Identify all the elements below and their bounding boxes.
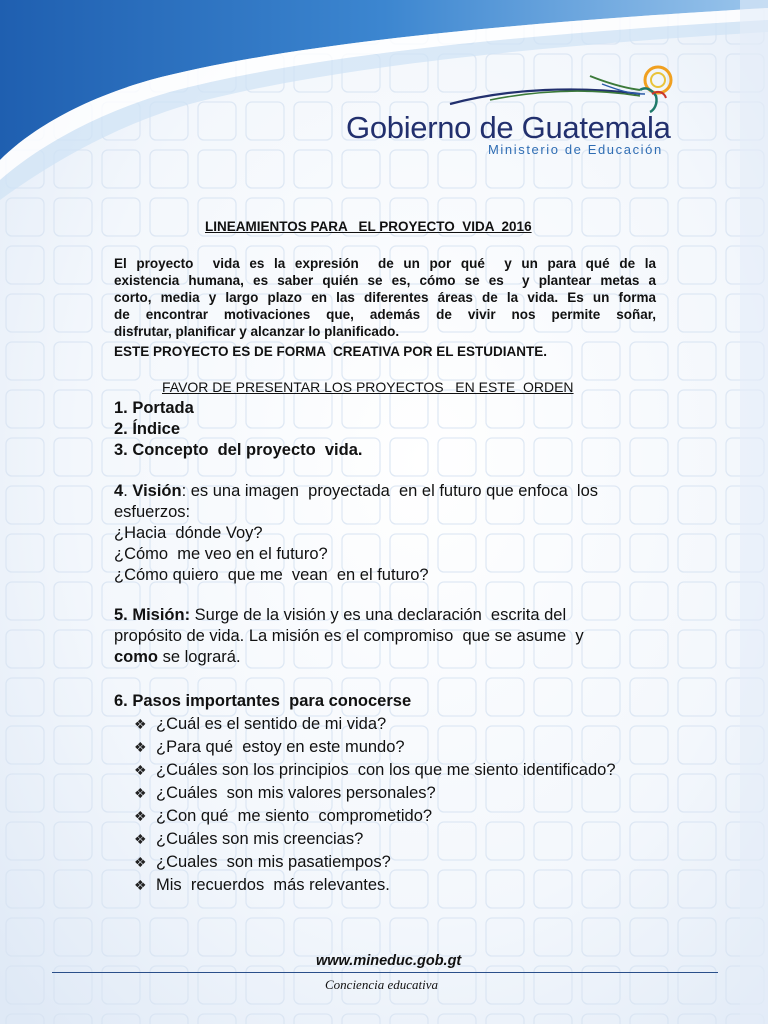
list-item: [134, 713, 616, 736]
list-item: [134, 782, 616, 805]
pasos-list: [114, 713, 616, 897]
intro-line: de encontrar motivaciones que, además de vivir nos permite soñar,: [114, 307, 656, 322]
diamond-bullet-icon: ❖: [134, 808, 147, 824]
gobierno-guatemala-logo: [340, 60, 700, 160]
list-item: [134, 851, 616, 874]
mision-line-3: [114, 647, 584, 668]
mision-text: Surge de la visión y es una declaración escrita del: [190, 606, 567, 624]
list-item-text: ¿Cuáles son los principios con los que me siento identificado?: [156, 761, 616, 779]
list-item-text: ¿Cuáles son mis creencias?: [156, 830, 364, 848]
pasos-section: [114, 690, 616, 897]
diamond-bullet-icon: ❖: [134, 785, 147, 801]
logo-subtitle: Ministerio de Educación: [488, 142, 663, 157]
vision-question: ¿Hacia dónde Voy?: [114, 524, 263, 542]
list-item-text: ¿Cuales son mis pasatiempos?: [156, 853, 391, 871]
mision-label: 5. Misión:: [114, 606, 191, 624]
footer-url-link[interactable]: www.mineduc.gob.gt: [316, 953, 462, 969]
list-item: [134, 736, 616, 759]
intro-paragraph: [114, 255, 656, 340]
vision-line-2: esfuerzos:: [114, 503, 191, 521]
intro-line: corto, media y largo plazo en las diferentes áreas de la vida. Es un forma: [114, 290, 656, 305]
diamond-bullet-icon: ❖: [134, 877, 147, 893]
mision-line-2: propósito de vida. La misión es el compromiso que se asume y: [114, 627, 584, 645]
list-item-text: Mis recuerdos más relevantes.: [156, 876, 390, 894]
diamond-bullet-icon: ❖: [134, 716, 147, 732]
logo-title: Gobierno de Guatemala: [346, 110, 671, 145]
vision-question: ¿Cómo me veo en el futuro?: [114, 545, 328, 563]
vision-section: [114, 481, 598, 586]
vision-number: 4: [114, 482, 124, 500]
list-item-text: ¿Cuál es el sentido de mi vida?: [156, 715, 387, 733]
footer-divider: [52, 972, 718, 973]
intro-caps-note: ESTE PROYECTO ES DE FORMA CREATIVA POR EL ESTUDIANTE.: [114, 344, 548, 359]
item-concepto: 3. Concepto del proyecto vida.: [114, 441, 363, 459]
intro-line: existencia humana, es saber quién se es, cómo se es y plantear metas a: [114, 273, 656, 288]
mision-section: [114, 605, 584, 668]
list-item-text: ¿Con qué me siento comprometido?: [156, 807, 433, 825]
order-heading: FAVOR DE PRESENTAR LOS PROYECTOS EN ESTE ORDEN: [162, 379, 574, 395]
intro-line: El proyecto vida es la expresión de un por qué y un para qué de la: [114, 256, 656, 271]
intro-line: disfrutar, planificar y alcanzar lo planificado.: [114, 324, 400, 339]
mision-como: como: [114, 648, 159, 666]
footer-motto: Conciencia educativa: [325, 977, 438, 992]
items-list-1-3: [114, 398, 362, 461]
diamond-bullet-icon: ❖: [134, 762, 147, 778]
item-indice: 2. Índice: [114, 420, 181, 438]
diamond-bullet-icon: ❖: [134, 854, 147, 870]
vision-line: 4. Visión: es una imagen proyectada en el futuro que enfoca los: [114, 482, 599, 500]
list-item-text: ¿Cuáles son mis valores personales?: [156, 784, 436, 802]
list-item: [134, 805, 616, 828]
pasos-heading: 6. Pasos importantes para conocerse: [114, 692, 412, 710]
list-item: [134, 759, 616, 782]
diamond-bullet-icon: ❖: [134, 831, 147, 847]
list-item-text: ¿Para qué estoy en este mundo?: [156, 738, 405, 756]
mision-rest: se logrará.: [158, 648, 241, 666]
item-portada: 1. Portada: [114, 399, 194, 417]
list-item: [134, 874, 616, 897]
mision-line: [114, 605, 584, 626]
list-item: [134, 828, 616, 851]
diamond-bullet-icon: ❖: [134, 739, 147, 755]
document-title: LINEAMIENTOS PARA EL PROYECTO VIDA 2016: [205, 219, 532, 234]
vision-label: Visión: [132, 482, 182, 500]
vision-text: : es una imagen proyectada en el futuro que enfoca los: [181, 482, 599, 500]
vision-question: ¿Cómo quiero que me vean en el futuro?: [114, 566, 429, 584]
